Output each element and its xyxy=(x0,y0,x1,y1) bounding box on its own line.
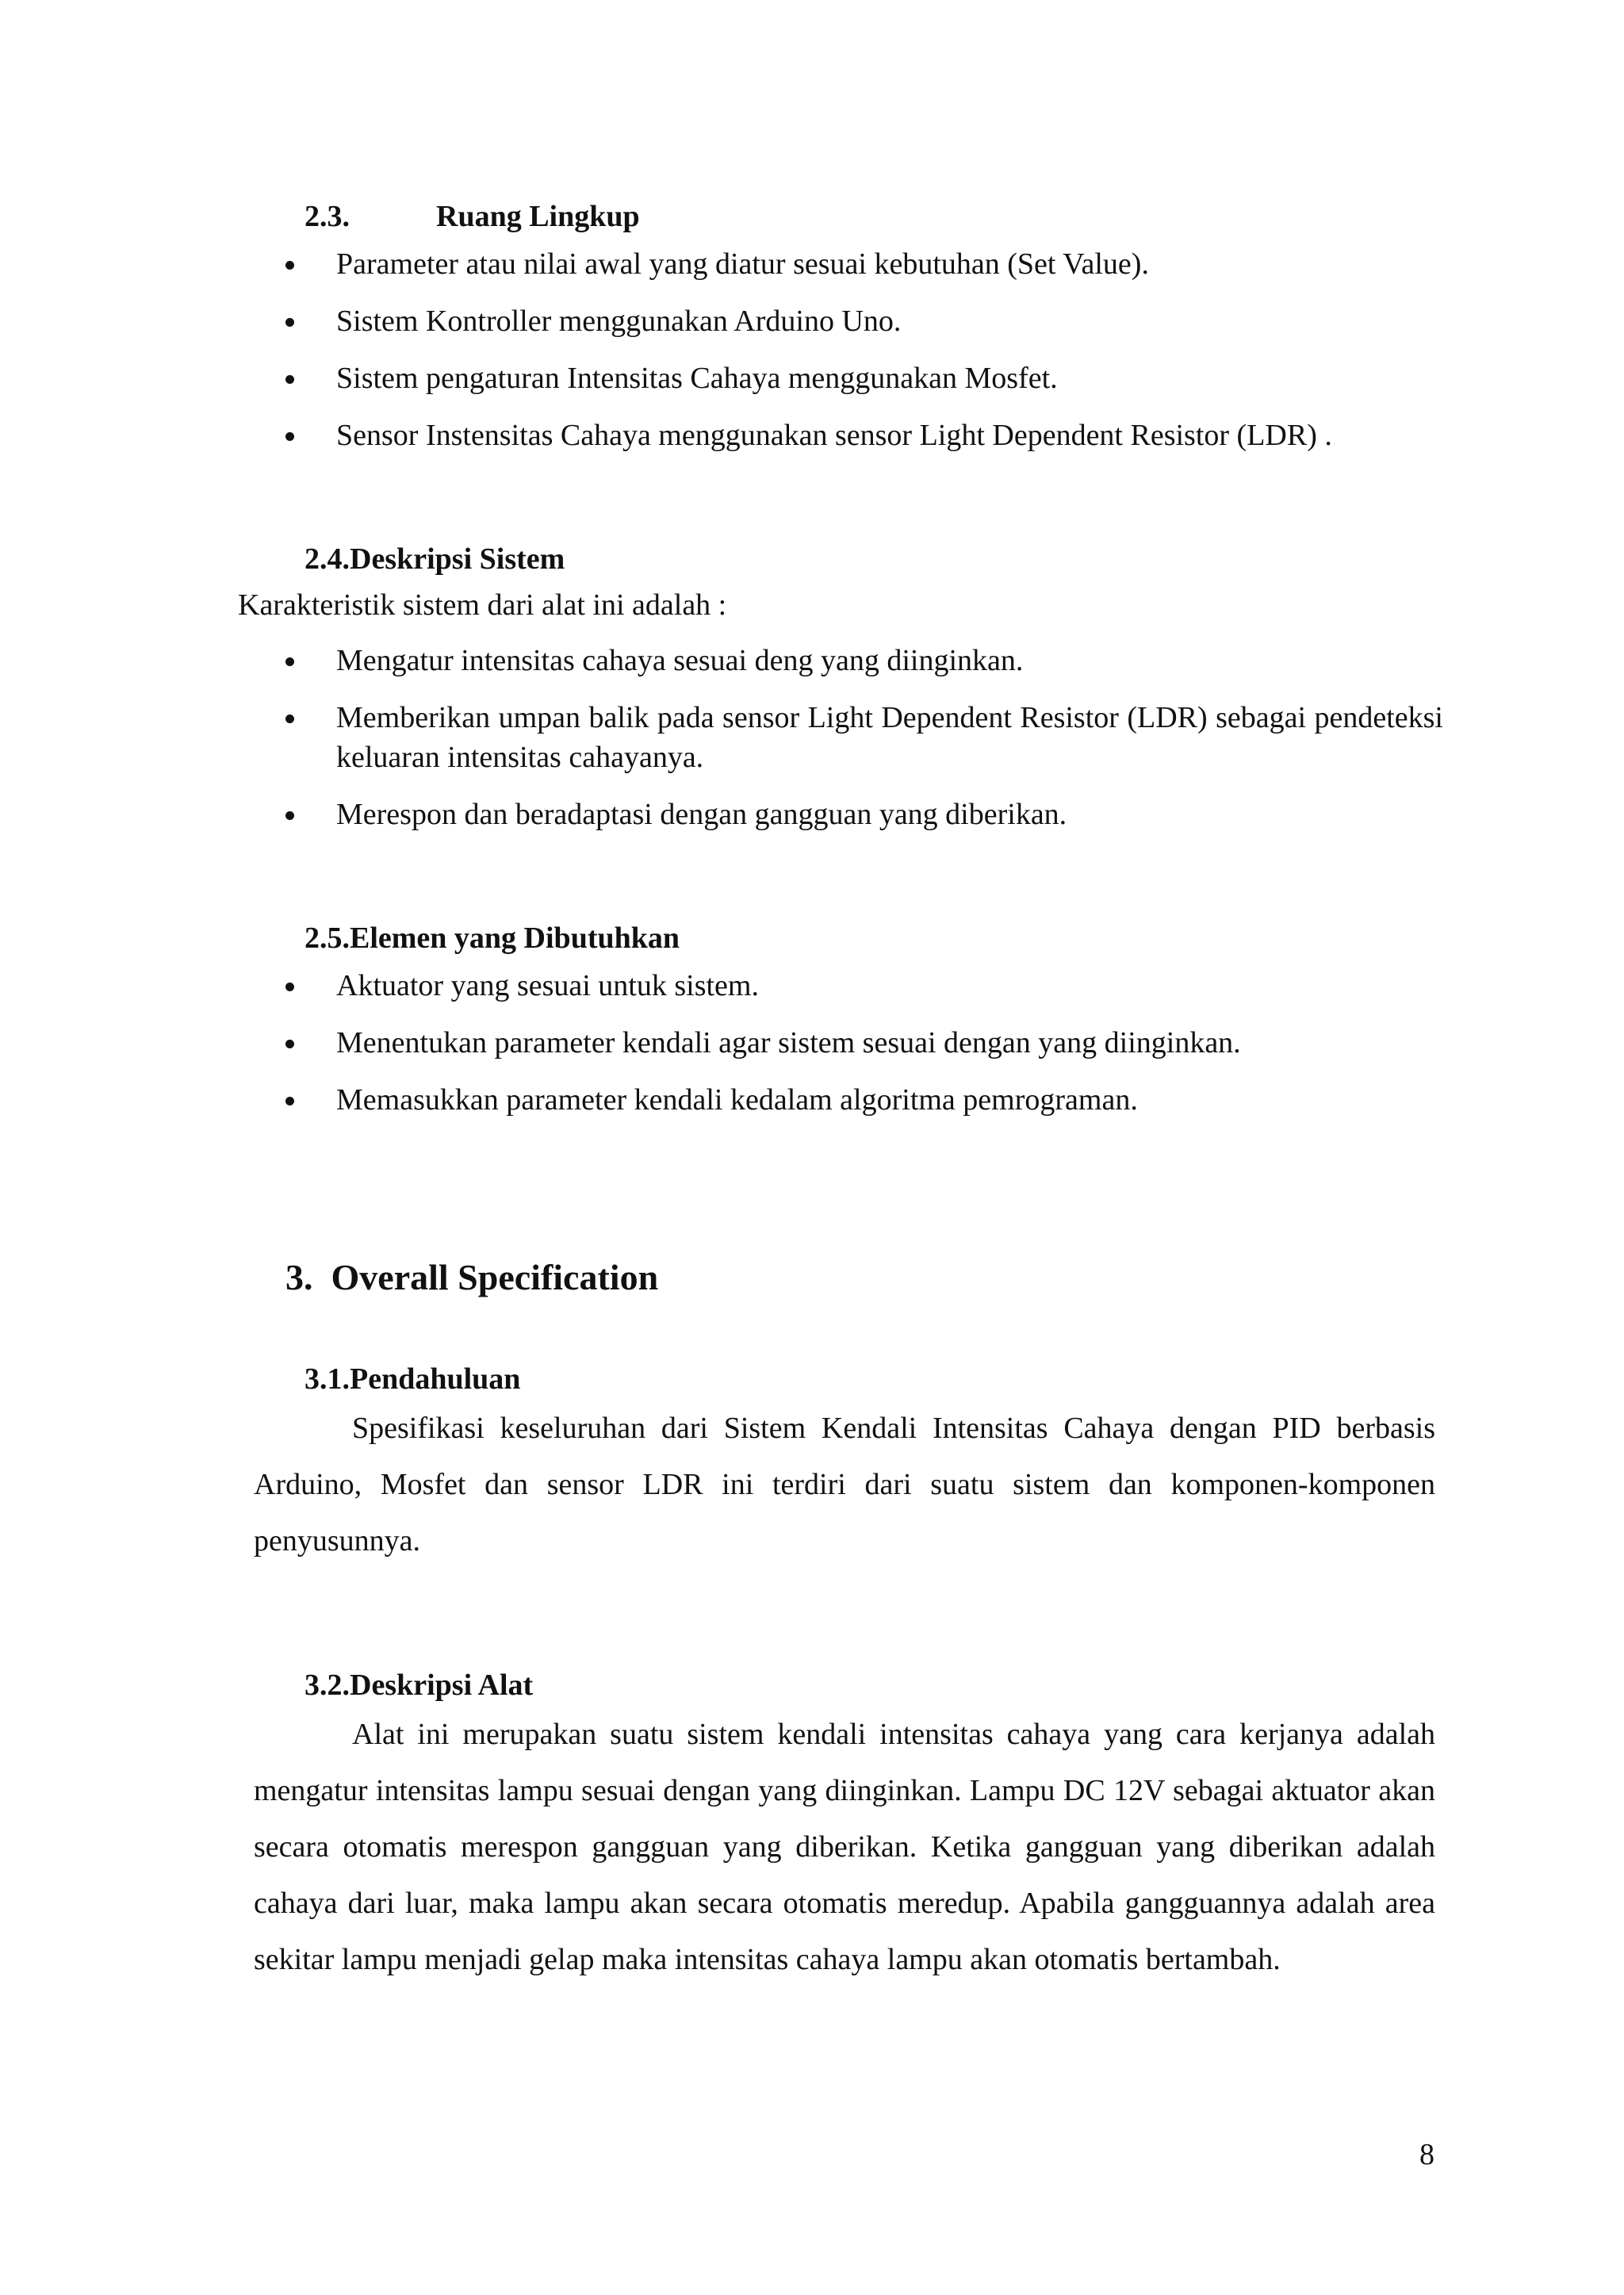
list-item: Sistem pengaturan Intensitas Cahaya menggunakan Mosfet. xyxy=(285,358,1443,398)
bullet-icon xyxy=(285,261,294,270)
heading-2-3 xyxy=(304,197,640,236)
heading-3-1: 3.1.Pendahuluan xyxy=(304,1362,521,1396)
bullet-icon xyxy=(285,318,294,327)
list-item: Aktuator yang sesuai untuk sistem. xyxy=(285,966,1443,1006)
list-item: Merespon dan beradaptasi dengan gangguan yang diberikan. xyxy=(285,795,1443,834)
bullet-list-2-3 xyxy=(285,244,1443,455)
paragraph-3-1: Spesifikasi keseluruhan dari Sistem Kendali Intensitas Cahaya dengan PID berbasis Arduino, Mosfet dan sensor LDR ini terdiri dari suatu sistem dan komponen-komponen penyusunnya. xyxy=(254,1412,1435,1557)
bullet-icon xyxy=(285,983,294,991)
bullet-icon xyxy=(285,1097,294,1105)
heading-2-4: 2.4.Deskripsi Sistem xyxy=(304,542,565,576)
page-number: 8 xyxy=(1419,2138,1434,2171)
heading-2-5: 2.5.Elemen yang Dibutuhkan xyxy=(304,921,680,955)
heading-2-3-number: 2.3. xyxy=(304,200,350,233)
bullet-icon xyxy=(285,657,294,666)
bullet-icon xyxy=(285,432,294,441)
bullet-icon xyxy=(285,1040,294,1048)
list-item: Parameter atau nilai awal yang diatur sesuai kebutuhan (Set Value). xyxy=(285,244,1443,284)
bullet-list-2-5 xyxy=(285,966,1443,1120)
heading-2-3-title: Ruang Lingkup xyxy=(436,200,640,233)
list-item: Menentukan parameter kendali agar sistem sesuai dengan yang diinginkan. xyxy=(285,1023,1443,1063)
bullet-icon xyxy=(285,715,294,723)
list-item: Memasukkan parameter kendali kedalam algoritma pemrograman. xyxy=(285,1080,1443,1120)
bullet-list-2-4 xyxy=(285,641,1443,834)
bullet-icon xyxy=(285,375,294,384)
list-item: Sistem Kontroller menggunakan Arduino Uno. xyxy=(285,301,1443,341)
bullet-icon xyxy=(285,811,294,820)
list-item: Mengatur intensitas cahaya sesuai deng yang diinginkan. xyxy=(285,641,1443,680)
section-2-4-intro: Karakteristik sistem dari alat ini adalah : xyxy=(238,588,727,622)
heading-3-2: 3.2.Deskripsi Alat xyxy=(304,1669,534,1702)
heading-3: 3. Overall Specification xyxy=(285,1257,659,1297)
list-item: Memberikan umpan balik pada sensor Light Dependent Resistor (LDR) sebagai pendeteksi keluaran intensitas cahayanya. xyxy=(285,698,1443,777)
list-item: Sensor Instensitas Cahaya menggunakan sensor Light Dependent Resistor (LDR) . xyxy=(285,416,1443,455)
paragraph-3-2: Alat ini merupakan suatu sistem kendali intensitas cahaya yang cara kerjanya adalah mengatur intensitas lampu sesuai dengan yang diinginkan. Lampu DC 12V sebagai aktuator akan secara otomatis merespon gangguan yang diberikan. Ketika gangguan yang diberikan adalah cahaya dari luar, maka lampu akan secara otomatis meredup. Apabila gangguannya adalah area sekitar lampu menjadi gelap maka intensitas cahaya lampu akan otomatis bertambah. xyxy=(254,1718,1435,1976)
